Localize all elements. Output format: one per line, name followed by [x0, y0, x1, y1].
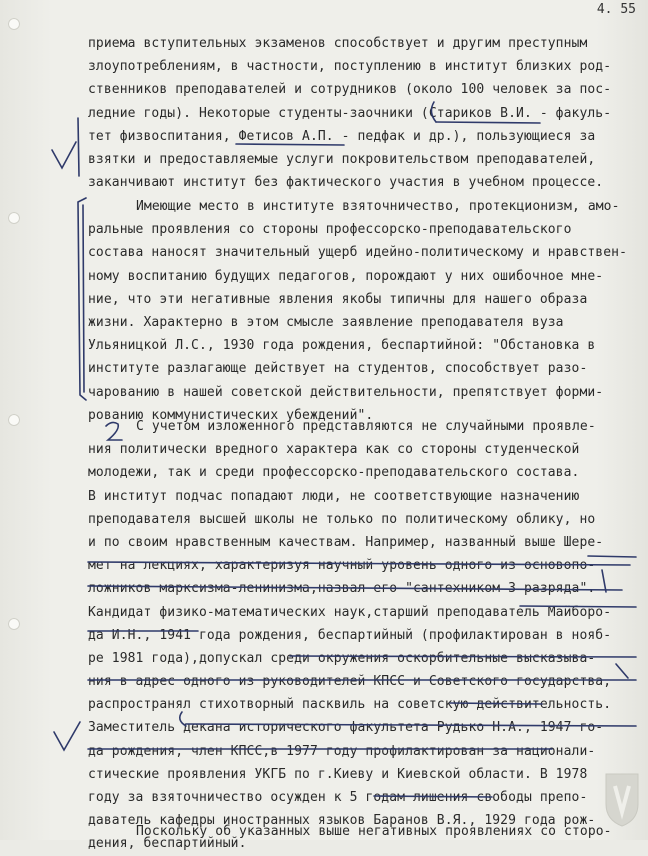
- text-line: С учетом изложенного представляются не случайными проявле-: [136, 419, 596, 434]
- text-line: ре 1981 года),допускал среди окружения оскорбительные высказыва-: [88, 650, 596, 666]
- text-line: В институт подчас попадают люди, не соответствующие назначению: [88, 488, 580, 504]
- text-line: ледние годы). Некоторые студенты-заочники (Стариков В.И. - факуль-: [88, 105, 612, 121]
- text-line: ному воспитанию будущих педагогов, порождают у них ошибочное мне-: [88, 268, 604, 284]
- punch-hole: [8, 18, 20, 30]
- page-number: 4. 55: [596, 2, 636, 17]
- text-line: ральные проявления со стороны профессорско-преподавательского: [88, 222, 572, 238]
- text-line: жизни. Характерно в этом смысле заявление преподавателя вуза: [88, 314, 564, 330]
- checkmark-icon: [54, 722, 80, 750]
- handwritten-numeral-text: [100, 417, 101, 418]
- text-line: мет на лекциях, характеризуя научный уровень одного из основопо-: [88, 558, 596, 574]
- text-line: Заместитель декана исторического факультета Рудько Н.А., 1947 го-: [88, 720, 604, 736]
- text-line: Поскольку об указанных выше негативных проявлениях со сторо-: [136, 824, 612, 839]
- text-line: да И.Н., 1941 года рождения, беспартийный (профилактирован в нояб-: [88, 627, 612, 643]
- paragraph-2: [88, 195, 636, 427]
- text-line: даватель кафедры иностранных языков Баранов В.Я., 1929 года рож-: [88, 813, 596, 829]
- text-line: ложников марксизма-ленинизма,назвал его "сантехником 3 разряда".: [88, 581, 596, 597]
- text-line: приема вступительных экзаменов способствует и другим преступным: [88, 36, 588, 51]
- text-line: стические проявления УКГБ по г.Киеву и Киевской области. В 1978: [88, 766, 588, 782]
- text-line: ственников преподавателей и сотрудников (около 100 человек за пос-: [88, 82, 612, 98]
- watermark-logo-icon: [600, 770, 644, 830]
- text-line: состава наносят значительный ущерб идейно-политическому и нравствен-: [88, 245, 628, 261]
- paragraph-1: [88, 32, 636, 194]
- paragraph-3: [88, 415, 636, 856]
- text-line: и по своим нравственным качествам. Например, названный выше Шере-: [88, 534, 604, 550]
- text-line: преподавателя высшей школы не только по политическому облику, но: [88, 511, 596, 527]
- text-line: ния в адрес одного из руководителей КПСС и Советского государства,: [88, 674, 612, 690]
- margin-bracket: [83, 205, 84, 392]
- margin-line: [78, 118, 79, 176]
- text-line: дения, беспартийный.: [88, 836, 247, 852]
- text-line: рованию коммунистических убеждений".: [88, 407, 374, 423]
- text-line: да рождения, член КПСС,в 1977 году профилактирован за национали-: [88, 743, 596, 759]
- punch-hole: [8, 212, 20, 224]
- text-line: чарованию в нашей советской действительности, препятствует форми-: [88, 384, 604, 400]
- text-line: ние, что эти негативные явления якобы типичны для нашего образа: [88, 291, 588, 307]
- text-line: Имеющие место в институте взяточничество, протекционизм, амо-: [136, 199, 620, 214]
- text-line: ния политически вредного характера как со стороны студенческой: [88, 442, 580, 458]
- text-line: заканчивают институт без фактического участия в учебном процессе.: [88, 175, 604, 191]
- checkmark-icon: [52, 142, 76, 168]
- text-line: молодежи, так и среди профессорско-преподавательского состава.: [88, 465, 580, 481]
- text-line: взятки и предоставляемые услуги покровительством преподавателей,: [88, 151, 596, 167]
- text-line: году за взяточничество осужден к 5 годам лишения свободы препо-: [88, 790, 588, 805]
- text-line: институте разлагающе действует на студентов, способствует разо-: [88, 361, 588, 377]
- text-line: Ульяницкой Л.С., 1930 года рождения, беспартийной: "Обстановка в: [88, 338, 596, 354]
- punch-hole: [8, 618, 20, 630]
- text-line: злоупотреблениям, в частности, поступлению в институт близких род-: [88, 59, 612, 75]
- text-line: тет физвоспитания, Фетисов А.П. - педфак и др.), пользующиеся за: [88, 128, 596, 144]
- margin-bracket: [78, 198, 86, 400]
- text-line: распространял стихотворный пасквиль на советскую действительность.: [88, 697, 612, 713]
- text-line: Кандидат физико-математических наук,старший преподаватель Майборо-: [88, 604, 612, 620]
- punch-hole: [8, 414, 20, 426]
